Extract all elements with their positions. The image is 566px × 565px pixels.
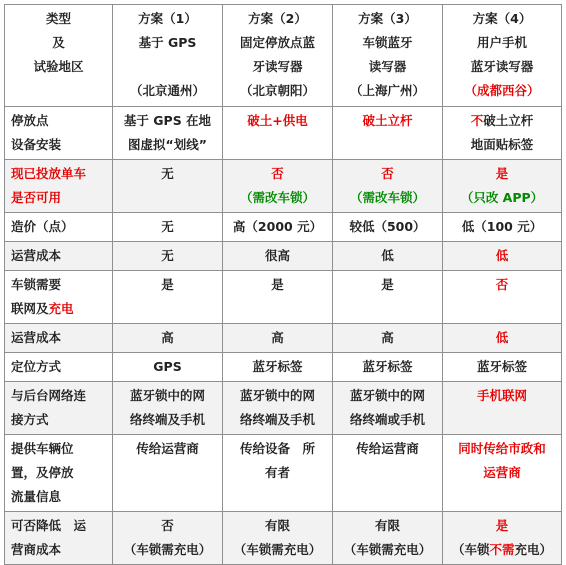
cell-cost-plan-4: 低（100 元）	[443, 213, 562, 242]
header-plan-4-cell	[443, 5, 562, 107]
cell-usable-plan-4	[443, 160, 562, 213]
cell-provide-plan-2-line-1: 传给设备 所	[239, 441, 315, 456]
cell-opcost-1-plan-4: 低	[443, 242, 562, 271]
comparison-table	[4, 4, 562, 565]
cell-usable-plan-2-note: （需改车锁）	[239, 190, 315, 205]
header-row	[5, 5, 562, 107]
row-label-provide-line-1: 提供车辆位	[11, 441, 74, 456]
cell-install-plan-1	[113, 107, 223, 160]
table-row-cost	[5, 213, 562, 242]
cell-provide-plan-3: 传给运营商	[333, 435, 443, 512]
cell-usable-plan-2	[223, 160, 333, 213]
table-row-network	[5, 271, 562, 324]
cell-provide-plan-4	[443, 435, 562, 512]
header-plan-2-region: （北京朝阳）	[239, 83, 315, 98]
cell-backend-plan-2-line-1: 蓝牙锁中的网	[239, 388, 315, 403]
header-plan-4-region: （成都西谷）	[464, 83, 540, 98]
row-label-provide-line-3: 流量信息	[11, 489, 62, 504]
header-plan-4-name-line-1: 用户手机	[476, 35, 527, 50]
row-label-usable-line-1: 现已投放单车	[11, 166, 87, 181]
cell-install-plan-3: 破土立杆	[333, 107, 443, 160]
table-row-provide	[5, 435, 562, 512]
cell-opcost-2-plan-2: 高	[223, 324, 333, 353]
row-label-install-line-1: 停放点	[11, 113, 49, 128]
cell-opcost-1-plan-1: 无	[113, 242, 223, 271]
cell-opcost-2-plan-3: 高	[333, 324, 443, 353]
cell-network-plan-3: 是	[333, 271, 443, 324]
table-row-backend	[5, 382, 562, 435]
cell-reduce-plan-4-note-pre: （车锁	[451, 542, 490, 557]
cell-install-plan-1-line-2: 图虚拟“划线”	[128, 137, 207, 152]
cell-provide-plan-2-line-2: 有者	[264, 465, 290, 480]
row-label-network-line-1: 车锁需要	[11, 277, 62, 292]
row-label-positioning: 定位方式	[5, 353, 113, 382]
header-plan-2-name-line-1: 固定停放点蓝	[239, 35, 315, 50]
cell-usable-plan-3-note: （需改车锁）	[349, 190, 425, 205]
header-type-line-1: 类型	[45, 11, 71, 26]
comparison-page	[4, 4, 561, 565]
cell-usable-plan-3-answer: 否	[381, 166, 394, 181]
cell-positioning-plan-3: 蓝牙标签	[333, 353, 443, 382]
cell-reduce-plan-4-answer: 是	[495, 518, 509, 533]
header-plan-3-region: （上海广州）	[349, 83, 425, 98]
cell-reduce-plan-1	[113, 512, 223, 565]
cell-provide-plan-4-line-2: 运营商	[483, 465, 521, 480]
cell-install-plan-1-line-1: 基于 GPS 在地	[123, 113, 212, 128]
header-plan-2-name-line-2: 牙读写器	[252, 59, 303, 74]
header-plan-1-region: （北京通州）	[129, 83, 205, 98]
header-plan-1-spacer	[116, 55, 219, 79]
header-plan-1-title: 方案（1）	[138, 11, 197, 26]
cell-install-plan-4-line-2: 地面贴标签	[470, 137, 534, 152]
cell-backend-plan-2	[223, 382, 333, 435]
row-label-install-line-2: 设备安装	[11, 137, 62, 152]
row-label-backend-line-1: 与后台网络连	[11, 388, 87, 403]
cell-backend-plan-1-line-1: 蓝牙锁中的网	[129, 388, 205, 403]
cell-reduce-plan-4-note	[446, 538, 558, 562]
row-label-network	[5, 271, 113, 324]
row-label-reduce-line-2: 营商成本	[11, 542, 62, 557]
cell-reduce-plan-4-note-highlight: 不需	[489, 542, 515, 557]
header-plan-4-name-line-2: 蓝牙读写器	[470, 59, 534, 74]
row-label-install	[5, 107, 113, 160]
cell-usable-plan-2-answer: 否	[271, 166, 284, 181]
cell-reduce-plan-2-note: （车锁需充电）	[233, 542, 322, 557]
cell-backend-plan-4: 手机联网	[443, 382, 562, 435]
table-row-opcost-2	[5, 324, 562, 353]
header-type-line-2: 及	[52, 35, 65, 50]
cell-provide-plan-1: 传给运营商	[113, 435, 223, 512]
cell-network-plan-4: 否	[443, 271, 562, 324]
cell-reduce-plan-3-note: （车锁需充电）	[343, 542, 432, 557]
cell-reduce-plan-3	[333, 512, 443, 565]
row-label-usable	[5, 160, 113, 213]
cell-reduce-plan-3-answer: 有限	[374, 518, 400, 533]
cell-usable-plan-4-note: （只改 APP）	[460, 190, 544, 205]
cell-opcost-1-plan-3: 低	[333, 242, 443, 271]
cell-opcost-2-plan-4: 低	[443, 324, 562, 353]
cell-positioning-plan-4: 蓝牙标签	[443, 353, 562, 382]
cell-install-plan-4-rest: 破土立杆	[483, 113, 534, 128]
cell-backend-plan-1	[113, 382, 223, 435]
row-label-reduce-line-1: 可否降低 运	[11, 518, 87, 533]
cell-usable-plan-4-answer: 是	[495, 166, 509, 181]
cell-reduce-plan-4-note-post: 充电）	[514, 542, 553, 557]
cell-reduce-plan-2-answer: 有限	[264, 518, 290, 533]
cell-install-plan-4-line-1	[446, 109, 558, 133]
cell-provide-plan-4-line-1: 同时传给市政和	[458, 441, 546, 456]
header-plan-2-title: 方案（2）	[248, 11, 307, 26]
header-plan-3-name-line-1: 车锁蓝牙	[362, 35, 413, 50]
row-label-opcost-1: 运营成本	[5, 242, 113, 271]
cell-install-plan-4	[443, 107, 562, 160]
cell-reduce-plan-4	[443, 512, 562, 565]
table-row-usable	[5, 160, 562, 213]
table-row-reduce	[5, 512, 562, 565]
header-plan-3-cell	[333, 5, 443, 107]
cell-usable-plan-1: 无	[113, 160, 223, 213]
cell-opcost-1-plan-2: 很高	[223, 242, 333, 271]
row-label-opcost-2: 运营成本	[5, 324, 113, 353]
cell-opcost-2-plan-1: 高	[113, 324, 223, 353]
cell-cost-plan-2: 高（2000 元）	[223, 213, 333, 242]
header-type-line-3: 试验地区	[33, 59, 84, 74]
row-label-provide-line-2: 置，及停放	[11, 465, 74, 480]
cell-provide-plan-2	[223, 435, 333, 512]
header-plan-1-cell	[113, 5, 223, 107]
header-plan-3-title: 方案（3）	[358, 11, 417, 26]
cell-network-plan-1: 是	[113, 271, 223, 324]
row-label-network-line-2	[11, 297, 109, 321]
table-row-positioning	[5, 353, 562, 382]
cell-backend-plan-2-line-2: 络终端及手机	[239, 412, 315, 427]
row-label-backend	[5, 382, 113, 435]
header-plan-4-title: 方案（4）	[472, 11, 532, 26]
cell-positioning-plan-2: 蓝牙标签	[223, 353, 333, 382]
cell-cost-plan-3: 较低（500）	[333, 213, 443, 242]
cell-usable-plan-3	[333, 160, 443, 213]
row-label-provide	[5, 435, 113, 512]
header-plan-2-cell	[223, 5, 333, 107]
cell-backend-plan-1-line-2: 络终端及手机	[129, 412, 205, 427]
row-label-usable-line-2: 是否可用	[11, 190, 62, 205]
table-row-install	[5, 107, 562, 160]
row-label-reduce	[5, 512, 113, 565]
row-label-cost: 造价（点）	[5, 213, 113, 242]
cell-install-plan-4-negation: 不	[470, 113, 484, 128]
cell-backend-plan-3-line-1: 蓝牙锁中的网	[349, 388, 425, 403]
row-label-network-text: 联网及	[11, 301, 49, 316]
row-label-backend-line-2: 接方式	[11, 412, 49, 427]
cell-reduce-plan-1-note: （车锁需充电）	[123, 542, 212, 557]
cell-positioning-plan-1: GPS	[113, 353, 223, 382]
cell-install-plan-2: 破土+供电	[223, 107, 333, 160]
header-type-cell	[5, 5, 113, 107]
cell-backend-plan-3-line-2: 络终端或手机	[349, 412, 425, 427]
cell-backend-plan-3	[333, 382, 443, 435]
header-plan-3-name-line-2: 读写器	[368, 59, 407, 74]
cell-cost-plan-1: 无	[113, 213, 223, 242]
cell-reduce-plan-2	[223, 512, 333, 565]
cell-reduce-plan-1-answer: 否	[161, 518, 174, 533]
row-label-network-charging: 充电	[48, 301, 74, 316]
table-row-opcost-1	[5, 242, 562, 271]
header-plan-1-name: 基于 GPS	[138, 35, 197, 50]
cell-network-plan-2: 是	[223, 271, 333, 324]
